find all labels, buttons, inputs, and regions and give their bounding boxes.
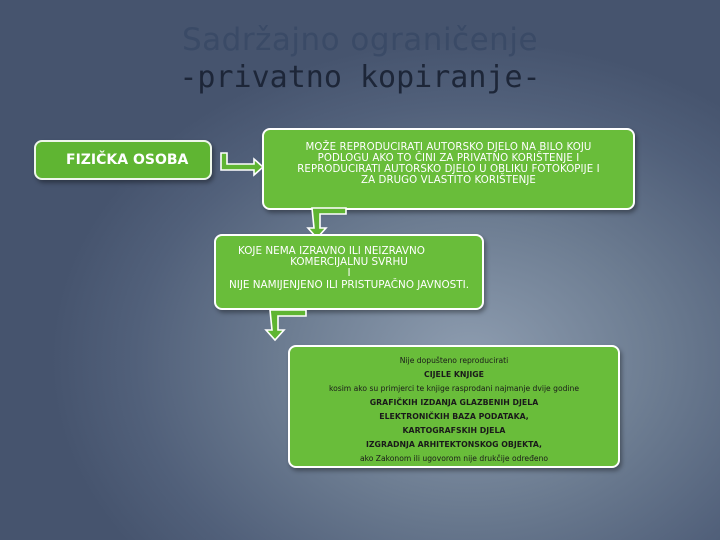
not-allowed-item: KARTOGRAFSKIH DJELA — [402, 426, 506, 435]
may-reproduce-box — [262, 128, 635, 210]
condition-line: I — [347, 267, 351, 280]
condition-line: KOJE NEMA IZRAVNO ILI NEIZRAVNO — [238, 245, 425, 257]
slide-subtitle: -privatno kopiranje- — [179, 60, 541, 95]
may-reproduce-line: MOŽE REPRODUCIRATI AUTORSKO DJELO NA BILO KOJU — [305, 142, 592, 153]
not-allowed-item: IZGRADNJA ARHITEKTONSKOG OBJEKTA, — [365, 440, 542, 449]
not-allowed-note: ako Zakonom ili ugovorom nije drukčije određeno — [359, 454, 549, 463]
right-arrow-icon — [218, 150, 266, 178]
may-reproduce-line: ZA DRUGO VLASTITO KORIŠTENJE — [361, 175, 536, 186]
physical-person-box — [34, 140, 212, 180]
not-allowed-item: GRAFIČKIH IZDANJA GLAZBENIH DJELA — [369, 398, 539, 407]
no-commercial-purpose-box — [214, 234, 484, 310]
may-reproduce-line: PODLOGU AKO TO ČINI ZA PRIVATNO KORIŠTENJE I — [317, 153, 580, 164]
not-allowed-note: kosim ako su primjerci te knjige rasprodani najmanje dvije godine — [328, 384, 580, 393]
condition-line: KOMERCIJALNU SVRHU — [290, 256, 408, 269]
condition-line: NIJE NAMIJENJENO ILI PRISTUPAČNO JAVNOSTI. — [228, 278, 469, 291]
down-arrow-icon — [264, 308, 310, 342]
not-allowed-item: ELEKTRONIČKIH BAZA PODATAKA, — [379, 412, 529, 421]
not-allowed-item: CIJELE KNJIGE — [424, 370, 484, 379]
may-reproduce-line: REPRODUCIRATI AUTORSKO DJELO U OBLIKU FOTOKOPIJE I — [297, 164, 600, 175]
not-allowed-heading: Nije dopušteno reproducirati — [399, 356, 509, 365]
not-allowed-box — [288, 345, 620, 468]
slide-title: Sadržajno ograničenje — [181, 22, 539, 58]
physical-person-label: FIZIČKA OSOBA — [66, 152, 189, 168]
